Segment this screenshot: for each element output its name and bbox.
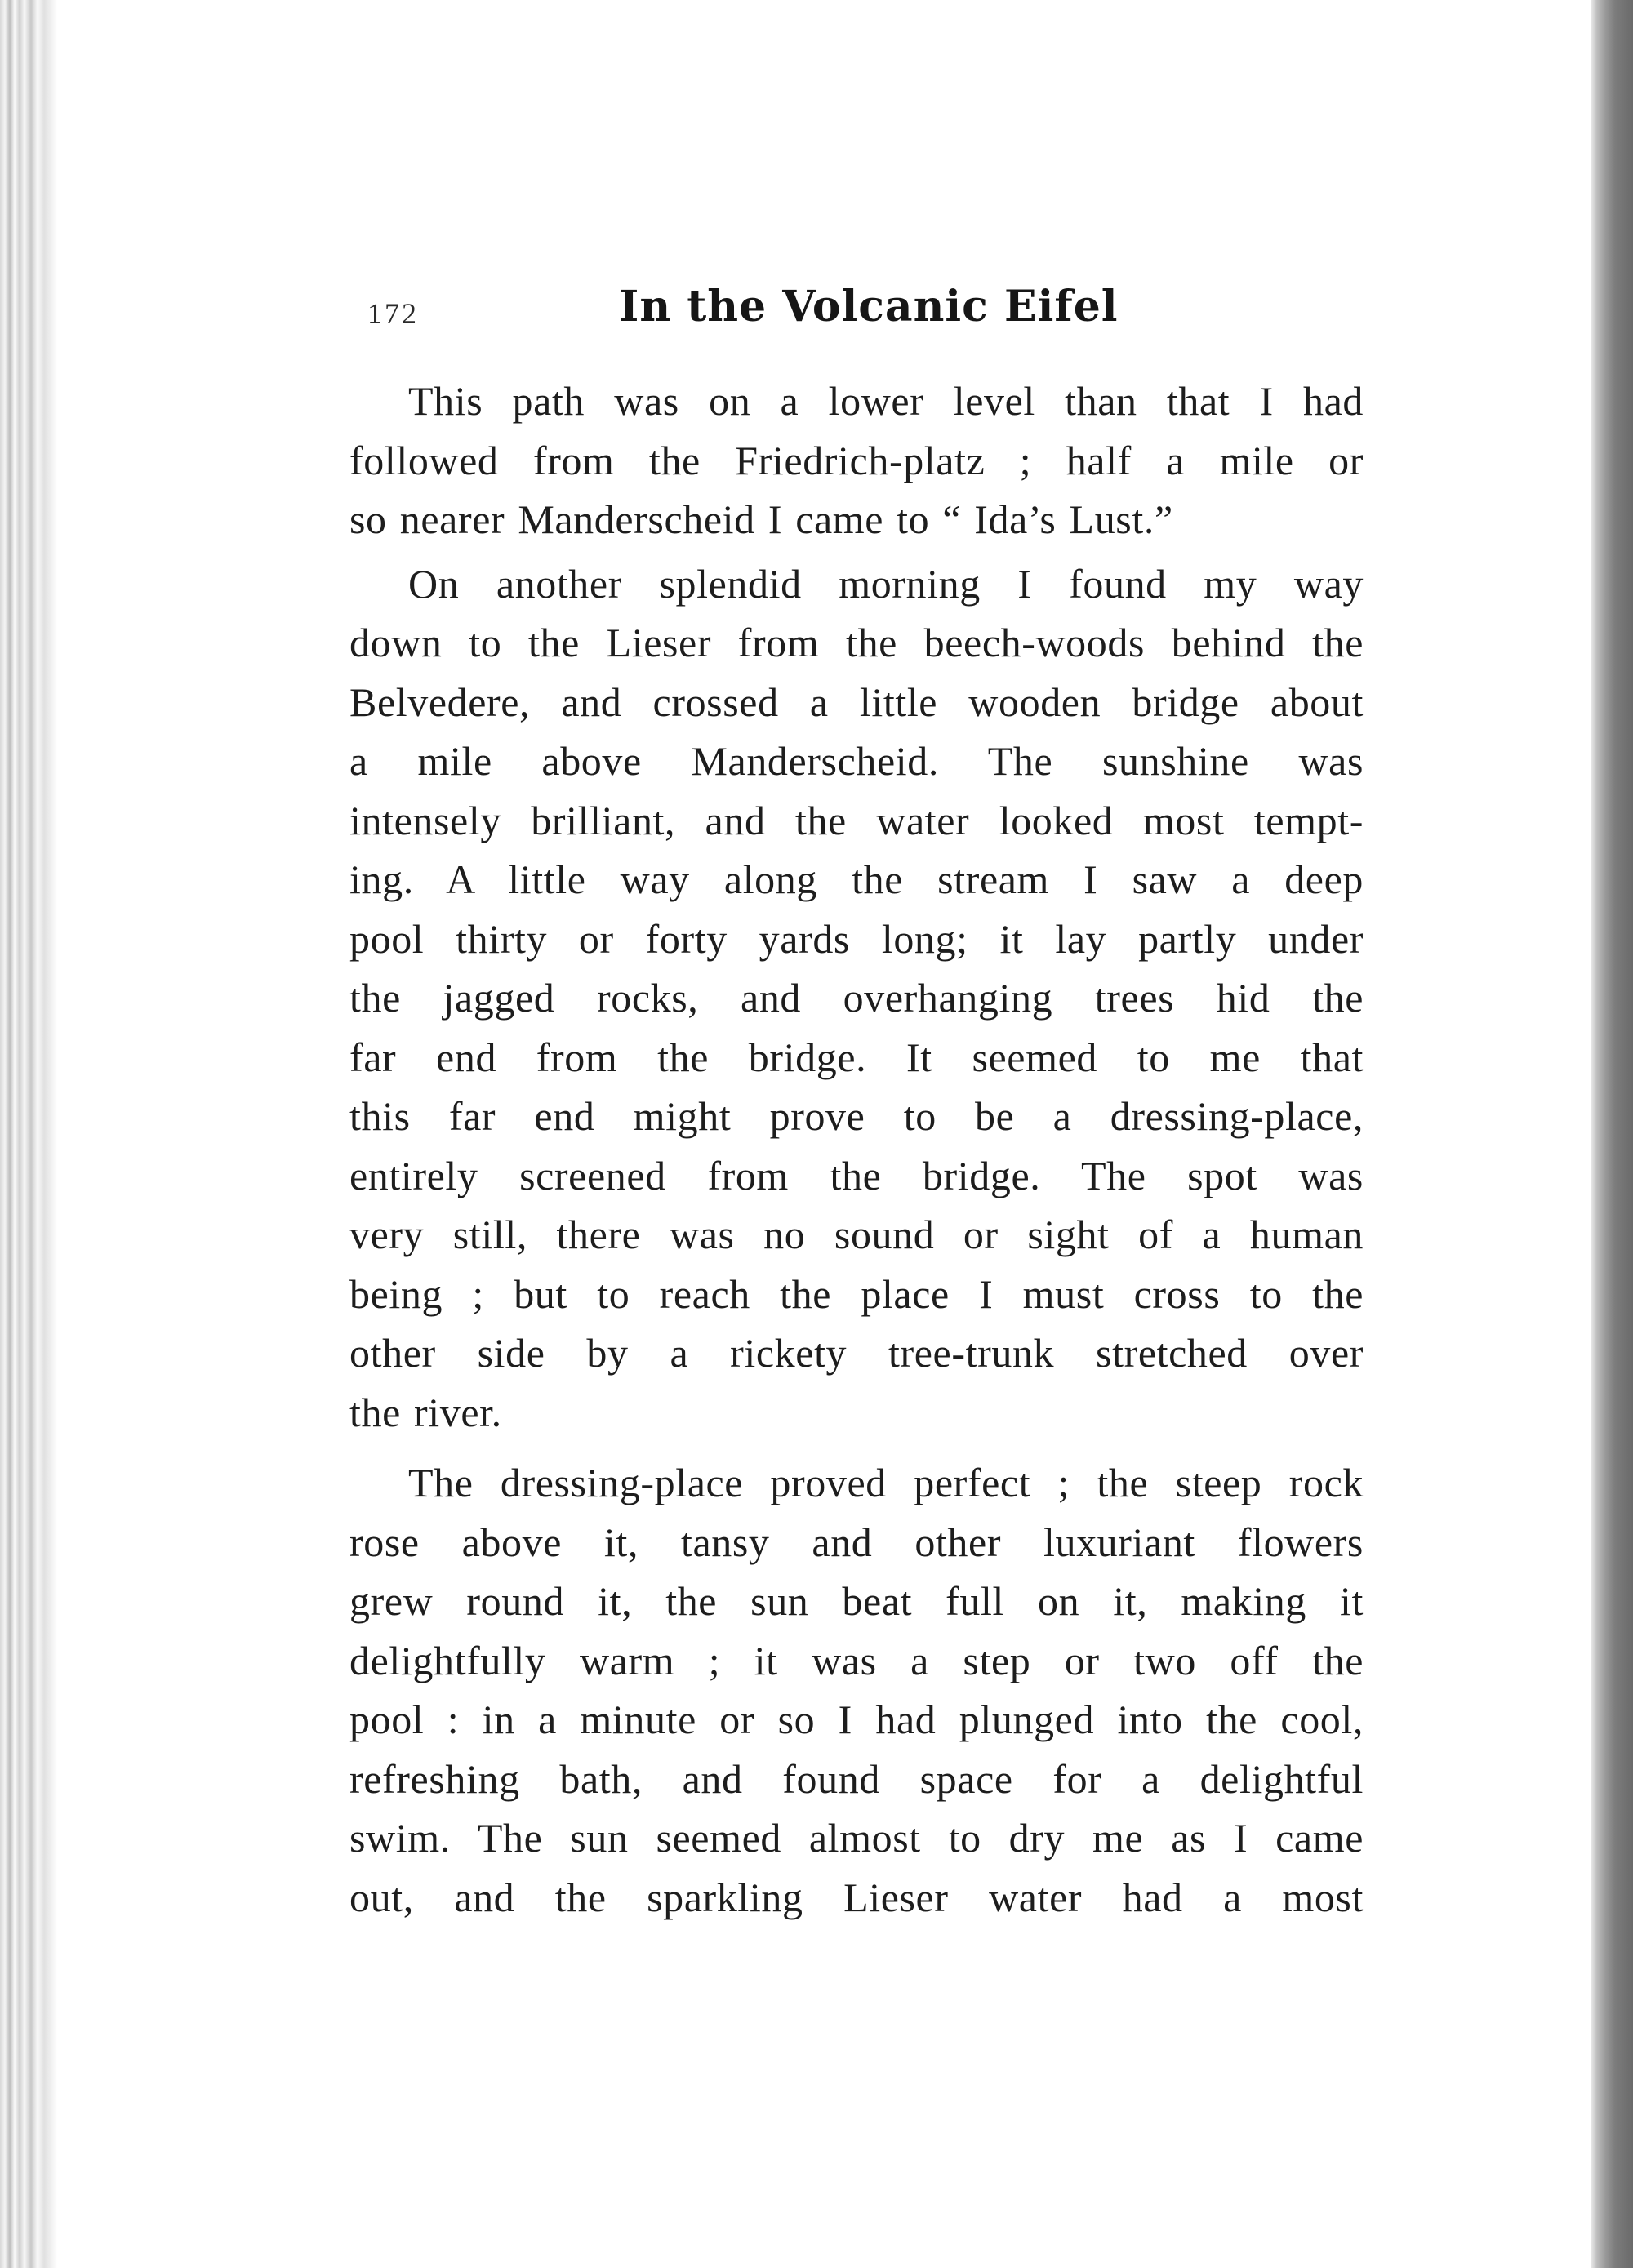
- running-head: [367, 282, 1364, 347]
- text-line: entirely screened from the bridge. The spot was: [349, 1152, 1364, 1198]
- text-line: pool thirty or forty yards long; it lay partly under: [349, 915, 1364, 962]
- paragraph-1: [349, 371, 1364, 549]
- body-text: [349, 371, 1364, 1927]
- text-line: grew round it, the sun beat full on it, making it: [349, 1578, 1364, 1624]
- paragraph-3: [349, 1453, 1364, 1927]
- text-line: the jagged rocks, and overhanging trees hid the: [349, 975, 1364, 1021]
- paragraph-2: [349, 554, 1364, 1443]
- text-line: out, and the sparkling Lieser water had a most: [349, 1874, 1364, 1920]
- text-line: Belvedere, and crossed a little wooden bridge about: [349, 678, 1364, 725]
- text-line: far end from the bridge. It seemed to me that: [349, 1034, 1364, 1080]
- text-line: intensely brilliant, and the water looked most tempt-: [349, 797, 1364, 843]
- text-line: followed from the Friedrich-platz ; half a mile or: [349, 437, 1364, 483]
- text-line: refreshing bath, and found space for a delightful: [349, 1755, 1364, 1802]
- text-line: The dressing-place proved perfect ; the steep rock: [408, 1460, 1364, 1505]
- text-line: so nearer Manderscheid I came to “ Ida’s Lust.”: [349, 496, 1173, 542]
- page-number: 172: [367, 297, 419, 330]
- text-line: other side by a rickety tree-trunk stretched over: [349, 1330, 1364, 1376]
- text-line: rose above it, tansy and other luxuriant flowers: [349, 1519, 1364, 1565]
- running-title: In the Volcanic Eifel: [619, 282, 1119, 331]
- text-line: swim. The sun seemed almost to dry me as I came: [349, 1815, 1364, 1861]
- text-line: being ; but to reach the place I must cross to the: [349, 1270, 1364, 1317]
- text-line: this far end might prove to be a dressing-place,: [349, 1093, 1364, 1139]
- text-line: pool : in a minute or so I had plunged into the cool,: [349, 1697, 1364, 1742]
- text-line: This path was on a lower level than that I had: [408, 378, 1364, 424]
- text-line: On another splendid morning I found my way: [408, 560, 1364, 607]
- text-line: a mile above Manderscheid. The sunshine was: [349, 738, 1364, 784]
- text-line: ing. A little way along the stream I saw a deep: [349, 856, 1364, 902]
- text-line: the river.: [349, 1389, 502, 1435]
- text-line: delightfully warm ; it was a step or two off the: [349, 1637, 1364, 1683]
- text-line: very still, there was no sound or sight of a human: [349, 1212, 1364, 1257]
- text-line: down to the Lieser from the beech-woods behind the: [349, 620, 1364, 665]
